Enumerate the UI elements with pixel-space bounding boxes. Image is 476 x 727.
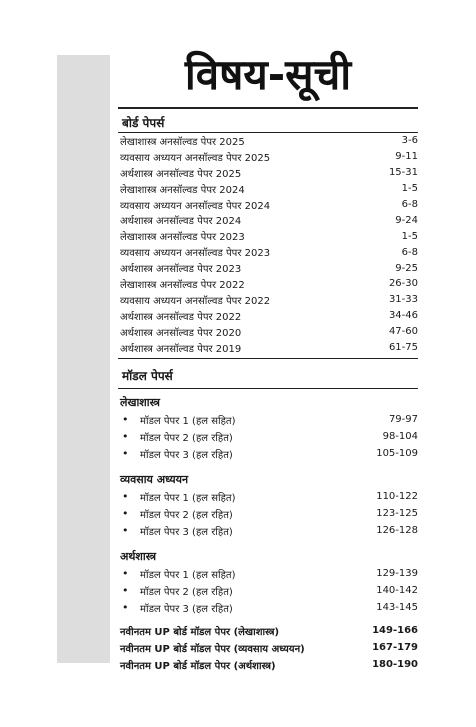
list-item[interactable] (118, 522, 418, 539)
page-title: विषय-सूची (184, 50, 352, 99)
toc-entry-pages: 126-128 (376, 525, 418, 537)
toc-entry-pages: 34-46 (388, 310, 418, 322)
toc-entry-pages: 26-30 (388, 278, 418, 290)
toc-row[interactable] (118, 244, 418, 260)
subject-heading-economics: अर्थशास्त्र (120, 550, 157, 564)
toc-entry-title: व्यवसाय अध्ययन अनसॉल्वड पेपर 2024 (120, 200, 271, 212)
list-item[interactable] (118, 428, 418, 445)
toc-entry-title: लेखाशास्त्र अनसॉल्वड पेपर 2024 (120, 184, 245, 196)
bullet-icon: • (122, 584, 129, 598)
list-item[interactable] (118, 488, 418, 505)
toc-entry-pages: 140-142 (376, 585, 418, 597)
toc-entry-pages: 61-75 (388, 342, 418, 354)
toc-row[interactable] (118, 656, 418, 673)
toc-entry-title: मॉडल पेपर 1 (हल सहित) (140, 415, 236, 427)
subject-heading-business-studies: व्यवसाय अध्ययन (120, 473, 189, 487)
toc-entry-pages: 15-31 (388, 167, 418, 179)
toc-entry-title: मॉडल पेपर 3 (हल रहित) (140, 449, 233, 461)
toc-entry-title: नवीनतम UP बोर्ड मॉडल पेपर (व्यवसाय अध्ययन) (120, 643, 305, 655)
toc-row[interactable] (118, 133, 418, 149)
list-item[interactable] (118, 582, 418, 599)
bullet-icon: • (122, 413, 129, 427)
toc-row[interactable] (118, 340, 418, 356)
toc-entry-title: नवीनतम UP बोर्ड मॉडल पेपर (अर्थशास्त्र) (120, 660, 276, 672)
toc-entry-title: अर्थशास्त्र अनसॉल्वड पेपर 2024 (120, 216, 242, 228)
toc-entry-title: अर्थशास्त्र अनसॉल्वड पेपर 2023 (120, 264, 242, 276)
toc-entry-pages: 6-8 (401, 246, 418, 258)
model-papers-heading: मॉडल पेपर्स (118, 367, 418, 389)
list-item[interactable] (118, 599, 418, 616)
toc-row[interactable] (118, 276, 418, 292)
list-item[interactable] (118, 445, 418, 462)
toc-entry-pages: 47-60 (388, 326, 418, 338)
bullet-icon: • (122, 601, 129, 615)
toc-entry-title: मॉडल पेपर 3 (हल रहित) (140, 603, 233, 615)
toc-entry-pages: 1-5 (401, 230, 418, 242)
toc-entry-pages: 123-125 (376, 508, 418, 520)
list-item[interactable] (118, 505, 418, 522)
toc-entry-pages: 79-97 (388, 414, 418, 426)
section-divider (118, 358, 418, 359)
model-list-economics (118, 565, 418, 616)
list-item[interactable] (118, 411, 418, 428)
toc-entry-title: मॉडल पेपर 2 (हल रहित) (140, 432, 233, 444)
toc-entry-title: मॉडल पेपर 2 (हल रहित) (140, 509, 233, 521)
board-papers-heading: बोर्ड पेपर्स (118, 114, 418, 133)
toc-entry-title: मॉडल पेपर 3 (हल रहित) (140, 526, 233, 538)
toc-entry-pages: 9-11 (395, 151, 418, 163)
toc-row[interactable] (118, 149, 418, 165)
model-list-accountancy (118, 411, 418, 462)
toc-row[interactable] (118, 324, 418, 340)
title-rule (118, 107, 418, 109)
toc-entry-pages: 180-190 (372, 659, 418, 671)
list-item[interactable] (118, 565, 418, 582)
toc-entry-title: नवीनतम UP बोर्ड मॉडल पेपर (लेखाशास्त्र) (120, 626, 280, 638)
toc-entry-pages: 129-139 (376, 568, 418, 580)
toc-row[interactable] (118, 639, 418, 656)
bullet-icon: • (122, 490, 129, 504)
toc-entry-title: लेखाशास्त्र अनसॉल्वड पेपर 2025 (120, 136, 245, 148)
toc-entry-title: मॉडल पेपर 2 (हल रहित) (140, 586, 233, 598)
toc-entry-title: व्यवसाय अध्ययन अनसॉल्वड पेपर 2023 (120, 248, 271, 260)
toc-row[interactable] (118, 212, 418, 228)
toc-entry-pages: 149-166 (372, 625, 418, 637)
toc-row[interactable] (118, 292, 418, 308)
toc-entry-title: मॉडल पेपर 1 (हल सहित) (140, 569, 236, 581)
toc-entry-pages: 143-145 (376, 602, 418, 614)
toc-entry-title: व्यवसाय अध्ययन अनसॉल्वड पेपर 2025 (120, 152, 271, 164)
toc-entry-pages: 6-8 (401, 199, 418, 210)
toc-entry-pages: 9-25 (395, 262, 418, 274)
toc-row[interactable] (118, 308, 418, 324)
side-band (57, 55, 110, 663)
toc-row[interactable] (118, 622, 418, 639)
toc (118, 113, 418, 673)
toc-entry-title: अर्थशास्त्र अनसॉल्वड पेपर 2025 (120, 168, 242, 180)
toc-row[interactable] (118, 228, 418, 244)
toc-entry-pages: 98-104 (382, 431, 418, 443)
toc-row[interactable] (118, 197, 418, 213)
model-list-business-studies (118, 488, 418, 539)
bullet-icon: • (122, 507, 129, 521)
subject-heading-accountancy: लेखाशास्त्र (120, 396, 160, 410)
latest-papers-list (118, 622, 418, 673)
toc-entry-title: अर्थशास्त्र अनसॉल्वड पेपर 2022 (120, 311, 242, 323)
toc-entry-pages: 3-6 (401, 135, 418, 147)
toc-row[interactable] (118, 260, 418, 276)
toc-entry-title: मॉडल पेपर 1 (हल सहित) (140, 492, 236, 504)
bullet-icon: • (122, 430, 129, 444)
bullet-icon: • (122, 567, 129, 581)
bullet-icon: • (122, 447, 129, 461)
toc-row[interactable] (118, 165, 418, 181)
bullet-icon: • (122, 524, 129, 538)
toc-entry-title: व्यवसाय अध्ययन अनसॉल्वड पेपर 2022 (120, 295, 271, 307)
toc-row[interactable] (118, 181, 418, 197)
toc-entry-title: अर्थशास्त्र अनसॉल्वड पेपर 2020 (120, 327, 242, 339)
toc-entry-pages: 167-179 (372, 642, 418, 654)
toc-entry-title: अर्थशास्त्र अनसॉल्वड पेपर 2019 (120, 343, 242, 355)
toc-entry-title: लेखाशास्त्र अनसॉल्वड पेपर 2022 (120, 279, 245, 291)
toc-entry-pages: 31-33 (388, 294, 418, 306)
board-papers-list (118, 133, 418, 355)
toc-entry-pages: 105-109 (376, 448, 418, 460)
toc-entry-pages: 9-24 (395, 214, 418, 226)
toc-entry-title: लेखाशास्त्र अनसॉल्वड पेपर 2023 (120, 232, 245, 244)
toc-entry-pages: 110-122 (376, 491, 418, 503)
toc-entry-pages: 1-5 (401, 183, 418, 195)
